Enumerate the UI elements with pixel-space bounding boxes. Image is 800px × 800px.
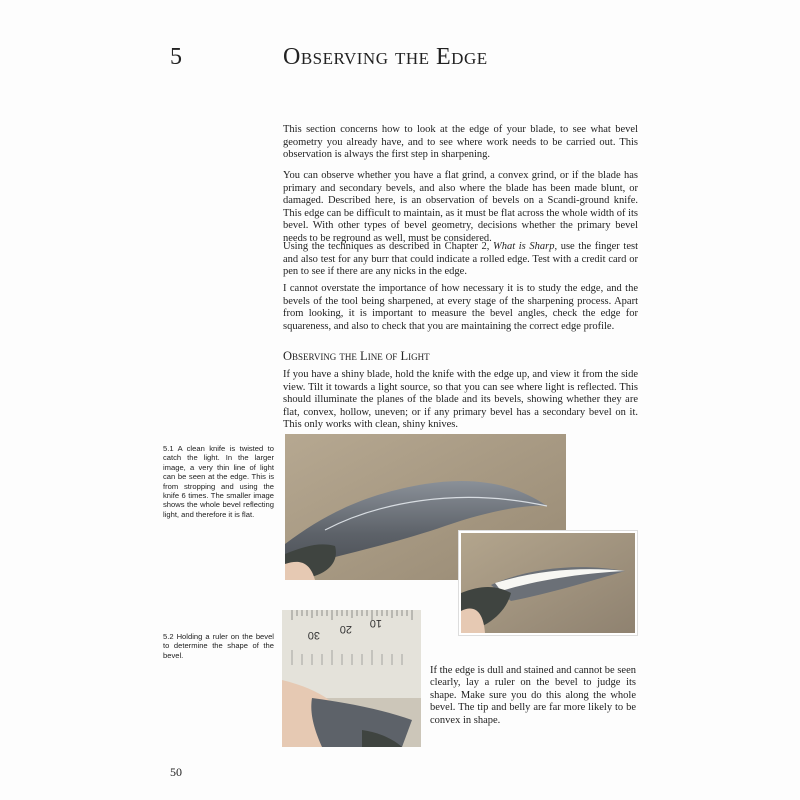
figure-caption-5-1: 5.1 A clean knife is twisted to catch the light. In the larger image, a very thin line of light can be seen at the edge. This is from stropping and using the knife 6 times. The smaller image shows the whole bevel reflecting light, and therefore it is flat. — [163, 444, 274, 519]
section-heading: Observing the Line of Light — [283, 349, 430, 363]
ruler-label-30: 30 — [307, 629, 320, 641]
paragraph-intro: This section concerns how to look at the edge of your blade, to see what bevel geometry you already have, and to see where work needs to be carried out. This observation is always the first step in sharpening. — [283, 124, 638, 161]
ruler-label-20: 20 — [339, 623, 352, 635]
paragraph-importance: I cannot overstate the importance of how necessary it is to study the edge, and the bevels of the tool being sharpened, at every stage of the sharpening process. Apart from looking, it is important to measure the bevel angles, check the edge for squareness, and also to check that you are maintaining the correct edge profile. — [283, 283, 638, 332]
chapter-number: 5 — [170, 44, 182, 70]
paragraph-line-of-light: If you have a shiny blade, hold the knife with the edge up, and view it from the side view. Tilt it towards a light source, so that you can see where light is reflected. This should illuminate the planes of the blade and its bevels, showing whether they are flat, convex, hollow, uneven; or if any primary bevel has a secondary bevel on it. This only works with clean, shiny knives. — [283, 369, 638, 431]
chapter-title: Observing the Edge — [283, 44, 488, 70]
chapter-reference: What is Sharp — [492, 241, 555, 252]
paragraph-techniques — [283, 241, 638, 279]
p3-text-after: , use the finger test and also test for any burr that could indicate a rolled edge. Test with a credit card or pen to see if there are any nicks in the edge. — [283, 241, 638, 278]
paragraph-ruler-method: If the edge is dull and stained and cannot be seen clearly, lay a ruler on the bevel to judge its shape. Make sure you do this along the whole bevel. The tip and belly are far more likely to be convex in shape. — [430, 665, 636, 726]
paragraph-grinds: You can observe whether you have a flat grind, a convex grind, or if the blade has primary and secondary bevels, and also where the blade has been made blunt, or damaged. Described here, is an observation of bevels on a Scandi-ground knife. This edge can be difficult to maintain, as it must be flat across the whole width of its bevel. With other types of bevel geometry, decisions whether the primary bevel needs to be reground as well, must be considered. — [283, 170, 638, 244]
p3-text-before: Using the techniques as described in Chapter 2, — [283, 241, 493, 252]
ruler-photo — [282, 610, 421, 747]
page-number: 50 — [170, 765, 182, 779]
knife-photo-inset — [459, 531, 637, 635]
figure-caption-5-2: 5.2 Holding a ruler on the bevel to determine the shape of the bevel. — [163, 632, 274, 660]
ruler-label-10: 10 — [369, 617, 382, 629]
